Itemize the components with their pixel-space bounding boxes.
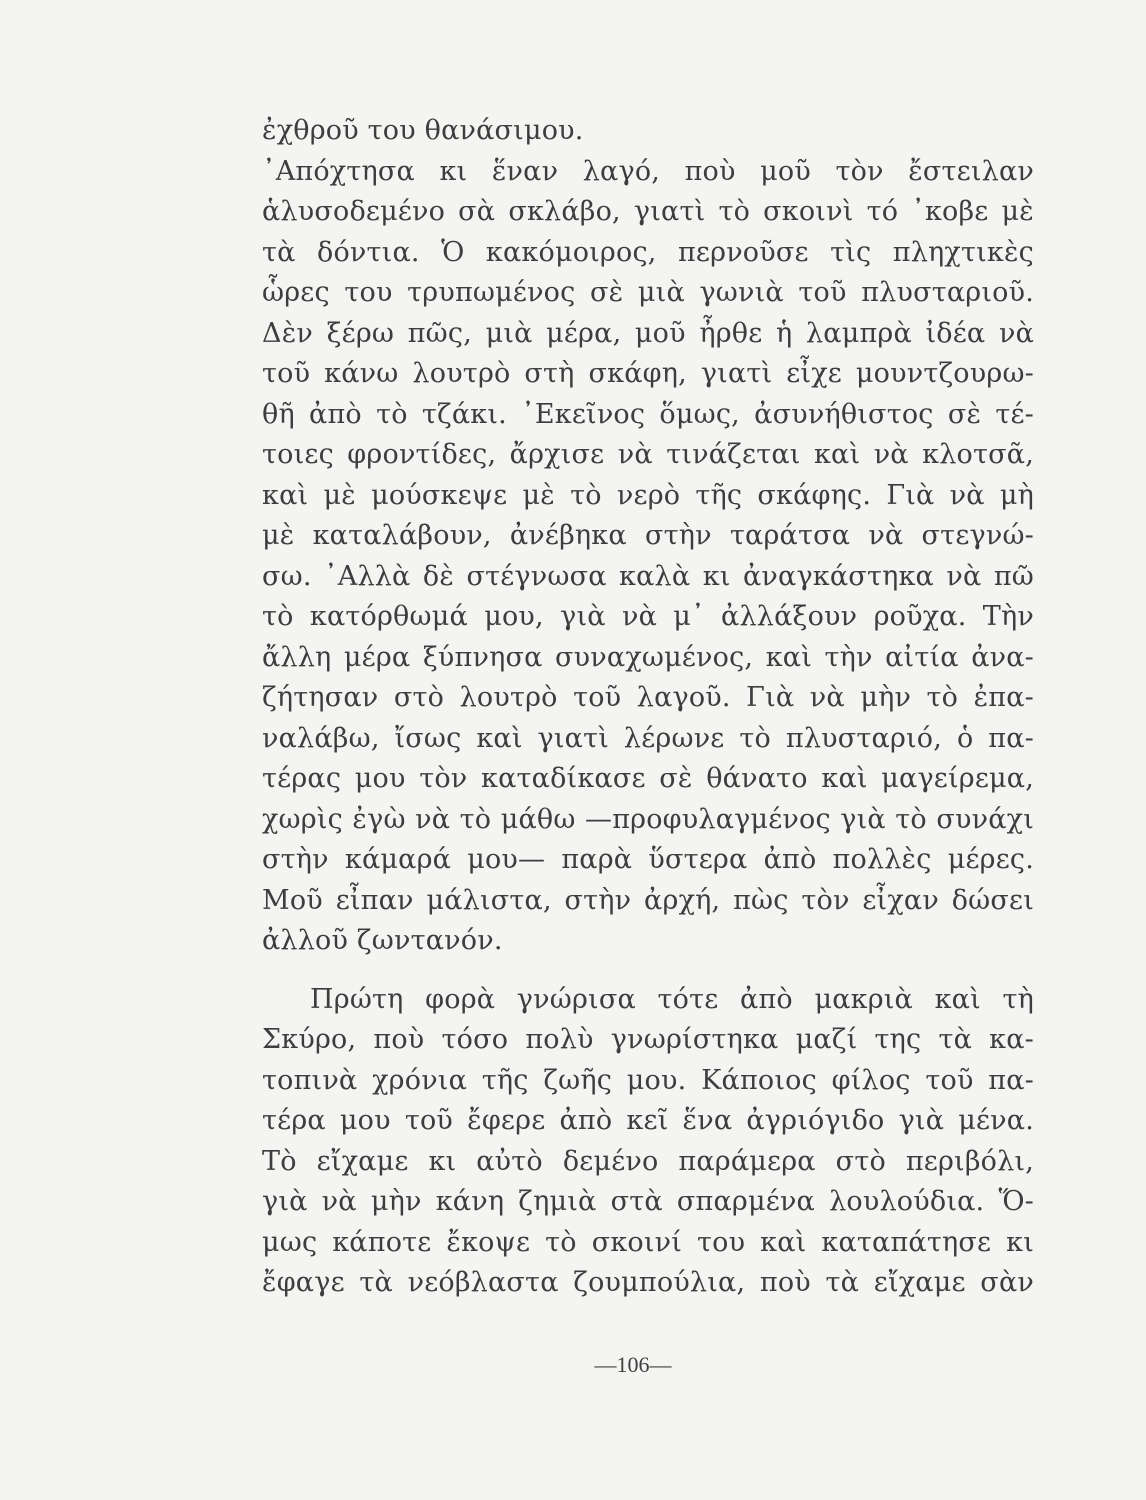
text-line: στὴν κάμαρά μου— παρὰ ὕστερα ἀπὸ πολλὲς μέρες. bbox=[262, 844, 1034, 875]
text-line: θῆ ἀπὸ τὸ τζάκι. ᾿Εκεῖνος ὅμως, ἀσυνήθιστος σὲ τέ- bbox=[262, 398, 1034, 430]
text-line: Σκύρο, ποὺ τόσο πολὺ γνωρίστηκα μαζί της τὰ κα- bbox=[262, 1024, 1034, 1055]
text-line: ἀλλοῦ ζωντανόν. bbox=[262, 925, 503, 956]
text-line: τοῦ κάνω λουτρὸ στὴ σκάφη, γιατὶ εἶχε μουντζουρω- bbox=[262, 358, 1034, 389]
paragraph bbox=[262, 152, 1034, 962]
text-line: τέρα μου τοῦ ἔφερε ἀπὸ κεῖ ἕνα ἀγριόγιδο γιὰ μένα. bbox=[262, 1105, 1034, 1136]
paragraph bbox=[262, 980, 1034, 1304]
text-line: τέρας μου τὸν καταδίκασε σὲ θάνατο καὶ μαγείρεμα, bbox=[262, 763, 1034, 794]
paragraph-gap bbox=[262, 962, 1034, 980]
text-line: Δὲν ξέρω πῶς, μιὰ μέρα, μοῦ ἦρθε ἡ λαμπρὰ ἰδέα νὰ bbox=[262, 317, 1034, 349]
page-number: —106— bbox=[594, 1352, 672, 1377]
text-line: τοπινὰ χρόνια τῆς ζωῆς μου. Κάποιος φίλος τοῦ πα- bbox=[262, 1064, 1034, 1096]
text-line: σω. ᾿Αλλὰ δὲ στέγνωσα καλὰ κι ἀναγκάστηκα νὰ πῶ bbox=[262, 560, 1034, 592]
text-line: ζήτησαν στὸ λουτρὸ τοῦ λαγοῦ. Γιὰ νὰ μὴν τὸ ἐπα- bbox=[262, 682, 1034, 713]
paragraph bbox=[262, 111, 1034, 152]
text-line: χωρὶς ἐγὼ νὰ τὸ μάθω —προφυλαγμένος γιὰ τὸ συνάχι bbox=[262, 803, 1034, 835]
text-line: μως κάποτε ἔκοψε τὸ σκοινί του καὶ καταπάτησε κι bbox=[262, 1226, 1034, 1258]
text-line: γιὰ νὰ μὴν κάνη ζημιὰ στὰ σπαρμένα λουλούδια. Ὅ- bbox=[262, 1186, 1034, 1217]
text-line: Πρώτη φορὰ γνώρισα τότε ἀπὸ μακριὰ καὶ τὴ bbox=[310, 983, 1034, 1015]
text-line: Τὸ εἴχαμε κι αὐτὸ δεμένο παράμερα στὸ περιβόλι, bbox=[262, 1145, 1034, 1177]
text-line: καὶ μὲ μούσκεψε μὲ τὸ νερὸ τῆς σκάφης. Γιὰ νὰ μὴ bbox=[262, 479, 1034, 511]
text-line: τοιες φροντίδες, ἄρχισε νὰ τινάζεται καὶ νὰ κλοτσᾶ, bbox=[262, 439, 1034, 470]
text-line: τὸ κατόρθωμά μου, γιὰ νὰ μ᾿ ἀλλάξουν ροῦχα. Τὴν bbox=[262, 601, 1034, 632]
text-line: ᾿Απόχτησα κι ἕναν λαγό, ποὺ μοῦ τὸν ἔστειλαν bbox=[262, 155, 1034, 187]
text-line: ὧρες του τρυπωμένος σὲ μιὰ γωνιὰ τοῦ πλυσταριοῦ. bbox=[262, 277, 1034, 308]
text-line: μὲ καταλάβουν, ἀνέβηκα στὴν ταράτσα νὰ στεγνώ- bbox=[262, 520, 1034, 551]
text-line: ἁλυσοδεμένο σὰ σκλάβο, γιατὶ τὸ σκοινὶ τό ᾿κοβε μὲ bbox=[262, 196, 1034, 227]
body-text bbox=[262, 111, 1034, 1304]
text-line: ἄλλη μέρα ξύπνησα συναχωμένος, καὶ τὴν αἰτία ἀνα- bbox=[262, 641, 1034, 673]
text-line: Μοῦ εἶπαν μάλιστα, στὴν ἀρχή, πὼς τὸν εἶχαν δώσει bbox=[262, 884, 1034, 916]
text-line: ἔφαγε τὰ νεόβλαστα ζουμπούλια, ποὺ τὰ εἴχαμε σὰν bbox=[262, 1267, 1034, 1298]
text-line: ναλάβω, ἴσως καὶ γιατὶ λέρωνε τὸ πλυσταριό, ὁ πα- bbox=[262, 722, 1034, 754]
text-line: τὰ δόντια. Ὁ κακόμοιρος, περνοῦσε τὶς πληχτικὲς bbox=[262, 236, 1034, 268]
text-line: ἐχθροῦ του θανάσιμου. bbox=[262, 115, 584, 146]
